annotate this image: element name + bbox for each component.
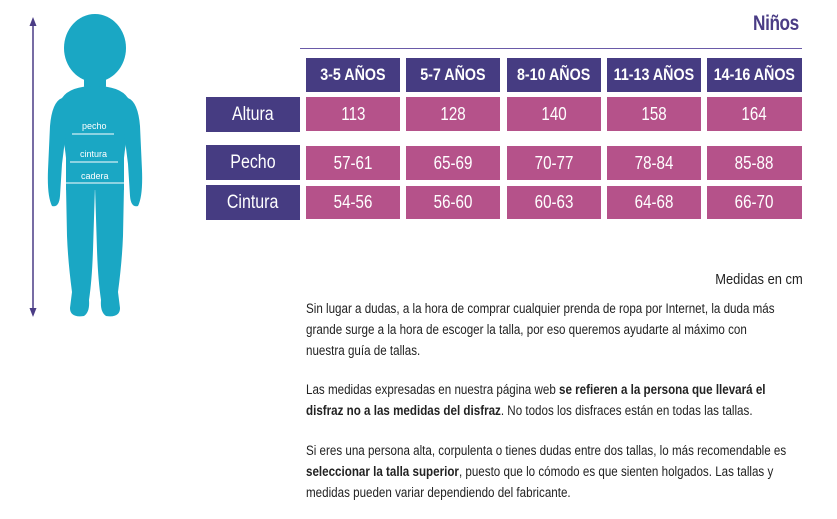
table-cell: 66-70 <box>707 186 802 219</box>
table-cell: 64-68 <box>607 186 701 219</box>
column-header: 11-13 AÑOS <box>607 58 701 92</box>
column-header: 14-16 AÑOS <box>707 58 802 92</box>
measurements-emphasis: se refieren a la persona que llevará el disfraz no a las medidas del disfraz <box>306 382 766 418</box>
intro-paragraph: Sin lugar a dudas, a la hora de comprar cualquier prenda de ropa por Internet, la duda más grande surge a la hora de escoger la talla, por eso queremos ayudarte al máximo con nuestra guía de tallas. <box>306 301 775 358</box>
recommendation-text-end: , puesto que lo cómodo es que sienten holgados. Las tallas y medidas pueden variar dependiendo del fabricante. <box>306 464 774 500</box>
waist-label: cintura <box>80 149 108 159</box>
table-cell: 113 <box>306 97 400 131</box>
units-note: Medidas en cm <box>715 271 803 288</box>
column-header: 3-5 AÑOS <box>306 58 400 92</box>
child-silhouette-icon <box>0 0 200 330</box>
hip-label: cadera <box>81 171 109 181</box>
column-header: 5-7 AÑOS <box>406 58 500 92</box>
table-cell: 56-60 <box>406 186 500 219</box>
child-figure <box>0 0 200 330</box>
table-cell: 54-56 <box>306 186 400 219</box>
table-cell: 65-69 <box>406 146 500 180</box>
table-cell: 85-88 <box>707 146 802 180</box>
arrow-up-icon <box>30 17 37 26</box>
table-cell: 70-77 <box>507 146 601 180</box>
recommendation-text: Si eres una persona alta, corpulenta o tienes dudas entre dos tallas, lo más recomendable es <box>306 443 787 458</box>
row-label-pecho: Pecho <box>206 145 300 180</box>
title-divider <box>300 48 802 49</box>
row-label-cintura: Cintura <box>206 185 300 220</box>
table-cell: 158 <box>607 97 701 131</box>
table-cell: 140 <box>507 97 601 131</box>
chest-label: pecho <box>82 121 107 131</box>
table-cell: 164 <box>707 97 802 131</box>
measurements-paragraph <box>306 379 788 421</box>
recommendation-emphasis: seleccionar la talla superior <box>306 464 459 479</box>
recommendation-paragraph <box>306 440 788 503</box>
measurements-text-end: . No todos los disfraces están en todas las tallas. <box>500 403 753 418</box>
table-cell: 128 <box>406 97 500 131</box>
table-cell: 60-63 <box>507 186 601 219</box>
row-label-altura: Altura <box>206 97 300 132</box>
table-cell: 78-84 <box>607 146 701 180</box>
table-cell: 57-61 <box>306 146 400 180</box>
arrow-down-icon <box>30 308 37 317</box>
page-title: Niños <box>753 12 799 35</box>
measurements-text: Las medidas expresadas en nuestra página web <box>306 382 560 397</box>
column-header: 8-10 AÑOS <box>507 58 601 92</box>
